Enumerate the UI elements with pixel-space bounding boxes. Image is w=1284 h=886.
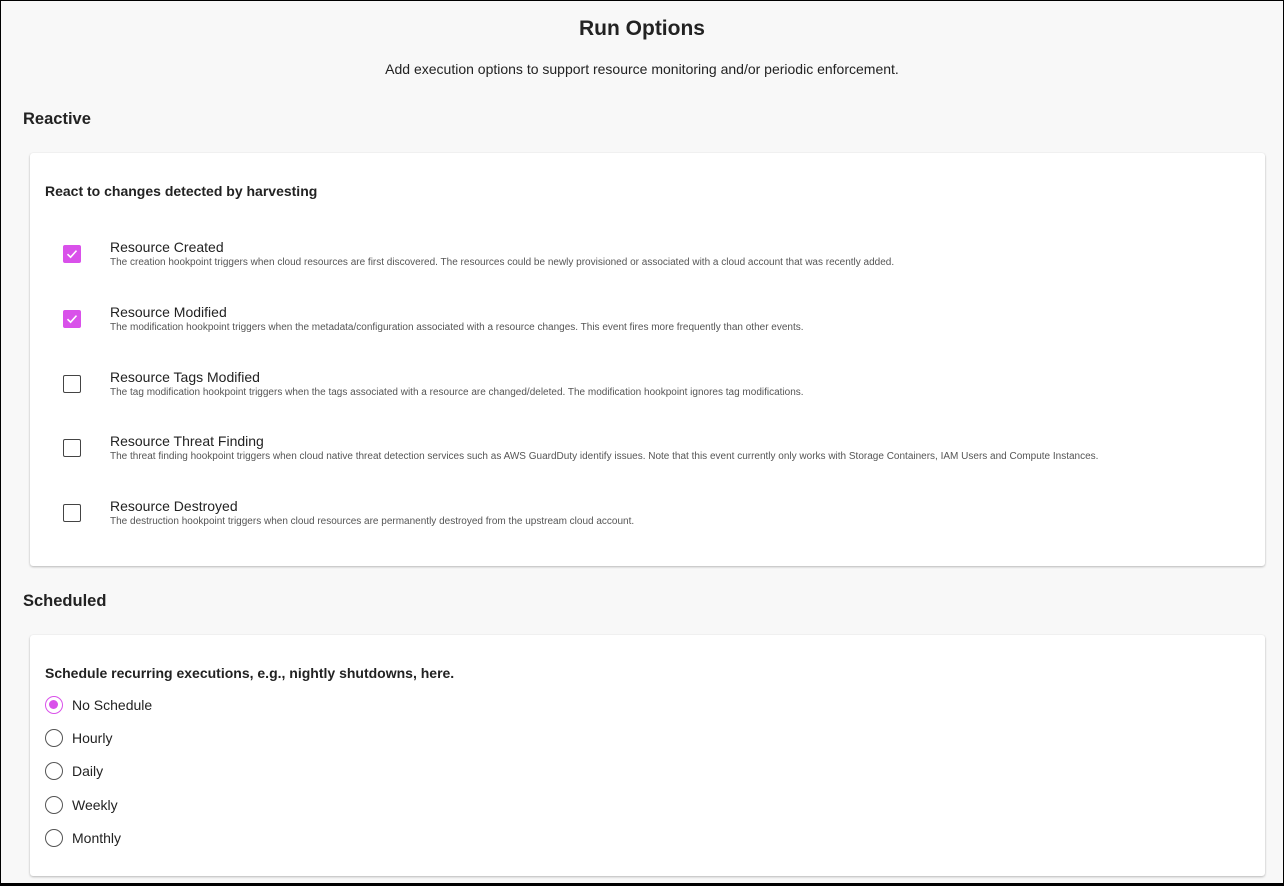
hourly-radio[interactable]	[45, 729, 63, 747]
resource-tags-modified-label: Resource Tags Modified	[110, 369, 260, 385]
option-resource-created	[30, 239, 1265, 279]
daily-radio[interactable]	[45, 762, 63, 780]
resource-created-checkbox[interactable]	[63, 245, 81, 263]
no-schedule-radio[interactable]	[45, 696, 63, 714]
reactive-card	[30, 153, 1265, 566]
no-schedule-label: No Schedule	[72, 697, 153, 713]
weekly-label: Weekly	[72, 797, 118, 813]
scheduled-card-heading: Schedule recurring executions, e.g., nightly shutdowns, here.	[45, 665, 455, 681]
reactive-card-heading: React to changes detected by harvesting	[45, 183, 318, 199]
monthly-radio[interactable]	[45, 829, 63, 847]
resource-modified-description: The modification hookpoint triggers when the metadata/configuration associated with a resource changes. This event fires more frequently than other events.	[110, 322, 804, 333]
run-options-page	[1, 1, 1283, 883]
schedule-option-no-schedule[interactable]	[45, 695, 445, 717]
check-icon	[65, 247, 79, 261]
page-title: Run Options	[579, 17, 705, 40]
resource-threat-finding-label: Resource Threat Finding	[110, 433, 264, 449]
reactive-section-heading: Reactive	[23, 110, 91, 128]
scheduled-section-heading: Scheduled	[23, 592, 107, 610]
schedule-option-weekly[interactable]	[45, 795, 445, 817]
page-subtitle: Add execution options to support resource monitoring and/or periodic enforcement.	[385, 61, 899, 77]
resource-modified-label: Resource Modified	[110, 304, 227, 320]
option-resource-tags-modified	[30, 369, 1265, 409]
resource-modified-checkbox[interactable]	[63, 310, 81, 328]
hourly-label: Hourly	[72, 730, 113, 746]
option-resource-threat-finding	[30, 433, 1265, 473]
resource-created-label: Resource Created	[110, 239, 224, 255]
resource-threat-finding-checkbox[interactable]	[63, 439, 81, 457]
weekly-radio[interactable]	[45, 796, 63, 814]
resource-destroyed-checkbox[interactable]	[63, 504, 81, 522]
resource-destroyed-label: Resource Destroyed	[110, 498, 238, 514]
resource-threat-finding-description: The threat finding hookpoint triggers when cloud native threat detection services such as AWS GuardDuty identify issues. Note that this event currently only works with Storage Containers, IAM Users and Compute Instances.	[110, 451, 1099, 462]
check-icon	[65, 312, 79, 326]
resource-tags-modified-checkbox[interactable]	[63, 375, 81, 393]
monthly-label: Monthly	[72, 830, 122, 846]
daily-label: Daily	[72, 763, 104, 779]
option-resource-modified	[30, 304, 1265, 344]
schedule-option-monthly[interactable]	[45, 828, 445, 850]
resource-destroyed-description: The destruction hookpoint triggers when cloud resources are permanently destroyed from the upstream cloud account.	[110, 516, 635, 527]
schedule-option-hourly[interactable]	[45, 728, 445, 750]
resource-created-description: The creation hookpoint triggers when cloud resources are first discovered. The resources could be newly provisioned or associated with a cloud account that was recently added.	[110, 257, 895, 268]
scheduled-card	[30, 635, 1265, 876]
option-resource-destroyed	[30, 498, 1265, 538]
resource-tags-modified-description: The tag modification hookpoint triggers when the tags associated with a resource are changed/deleted. The modification hookpoint ignores tag modifications.	[110, 387, 804, 398]
schedule-option-daily[interactable]	[45, 761, 445, 783]
